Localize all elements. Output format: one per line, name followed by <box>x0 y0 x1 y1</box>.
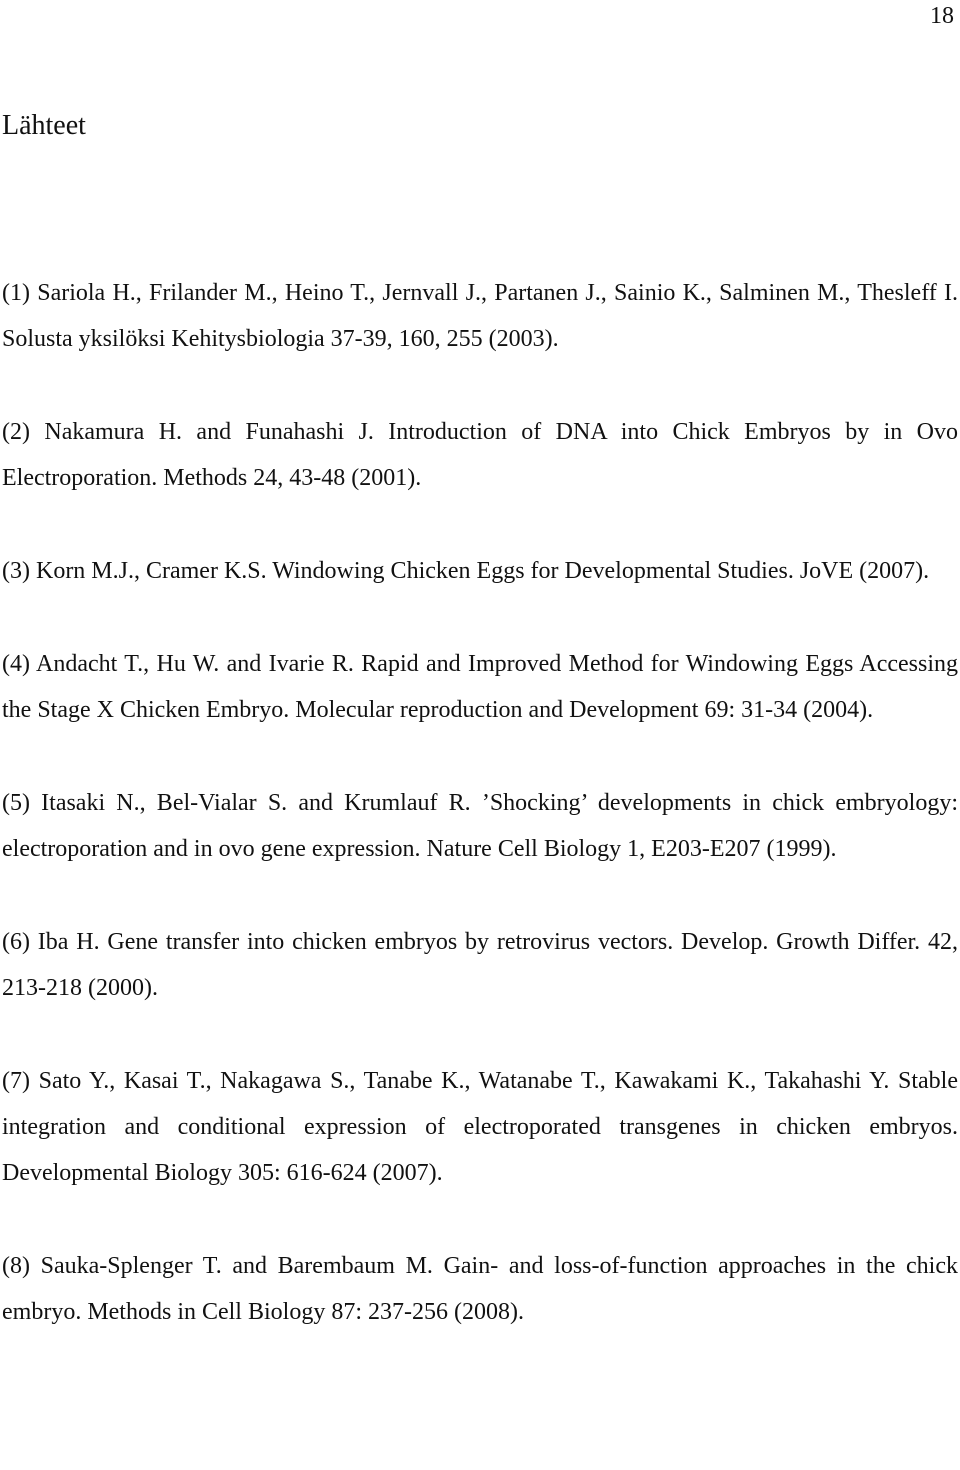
reference-item-4: (4) Andacht T., Hu W. and Ivarie R. Rapid and Improved Method for Windowing Eggs Accessing the Stage X Chicken Embryo. Molecular reproduction and Development 69: 31-34 (2004). <box>2 651 958 723</box>
section-heading: Lähteet <box>2 110 86 141</box>
reference-item-6: (6) Iba H. Gene transfer into chicken embryos by retrovirus vectors. Develop. Growth Differ. 42, 213-218 (2000). <box>2 929 958 1001</box>
reference-item-7: (7) Sato Y., Kasai T., Nakagawa S., Tanabe K., Watanabe T., Kawakami K., Takahashi Y. Stable integration and conditional expression of electroporated transgenes in chicken embryos. Developmental Biology 305: 616-624 (2007). <box>2 1068 958 1186</box>
reference-item-8: (8) Sauka-Splenger T. and Barembaum M. Gain- and loss-of-function approaches in the chick embryo. Methods in Cell Biology 87: 237-256 (2008). <box>2 1253 958 1325</box>
reference-list <box>2 270 958 1382</box>
page-number: 18 <box>930 3 954 29</box>
reference-item-3: (3) Korn M.J., Cramer K.S. Windowing Chicken Eggs for Developmental Studies. JoVE (2007). <box>2 558 930 584</box>
reference-item-5: (5) Itasaki N., Bel-Vialar S. and Krumlauf R. ’Shocking’ developments in chick embryology: electroporation and in ovo gene expression. Nature Cell Biology 1, E203-E207 (1999). <box>2 790 958 862</box>
reference-item-2: (2) Nakamura H. and Funahashi J. Introduction of DNA into Chick Embryos by in Ovo Electroporation. Methods 24, 43-48 (2001). <box>2 419 958 491</box>
reference-item-1: (1) Sariola H., Frilander M., Heino T., Jernvall J., Partanen J., Sainio K., Salminen M., Thesleff I. Solusta yksilöksi Kehitysbiologia 37-39, 160, 255 (2003). <box>2 280 958 352</box>
